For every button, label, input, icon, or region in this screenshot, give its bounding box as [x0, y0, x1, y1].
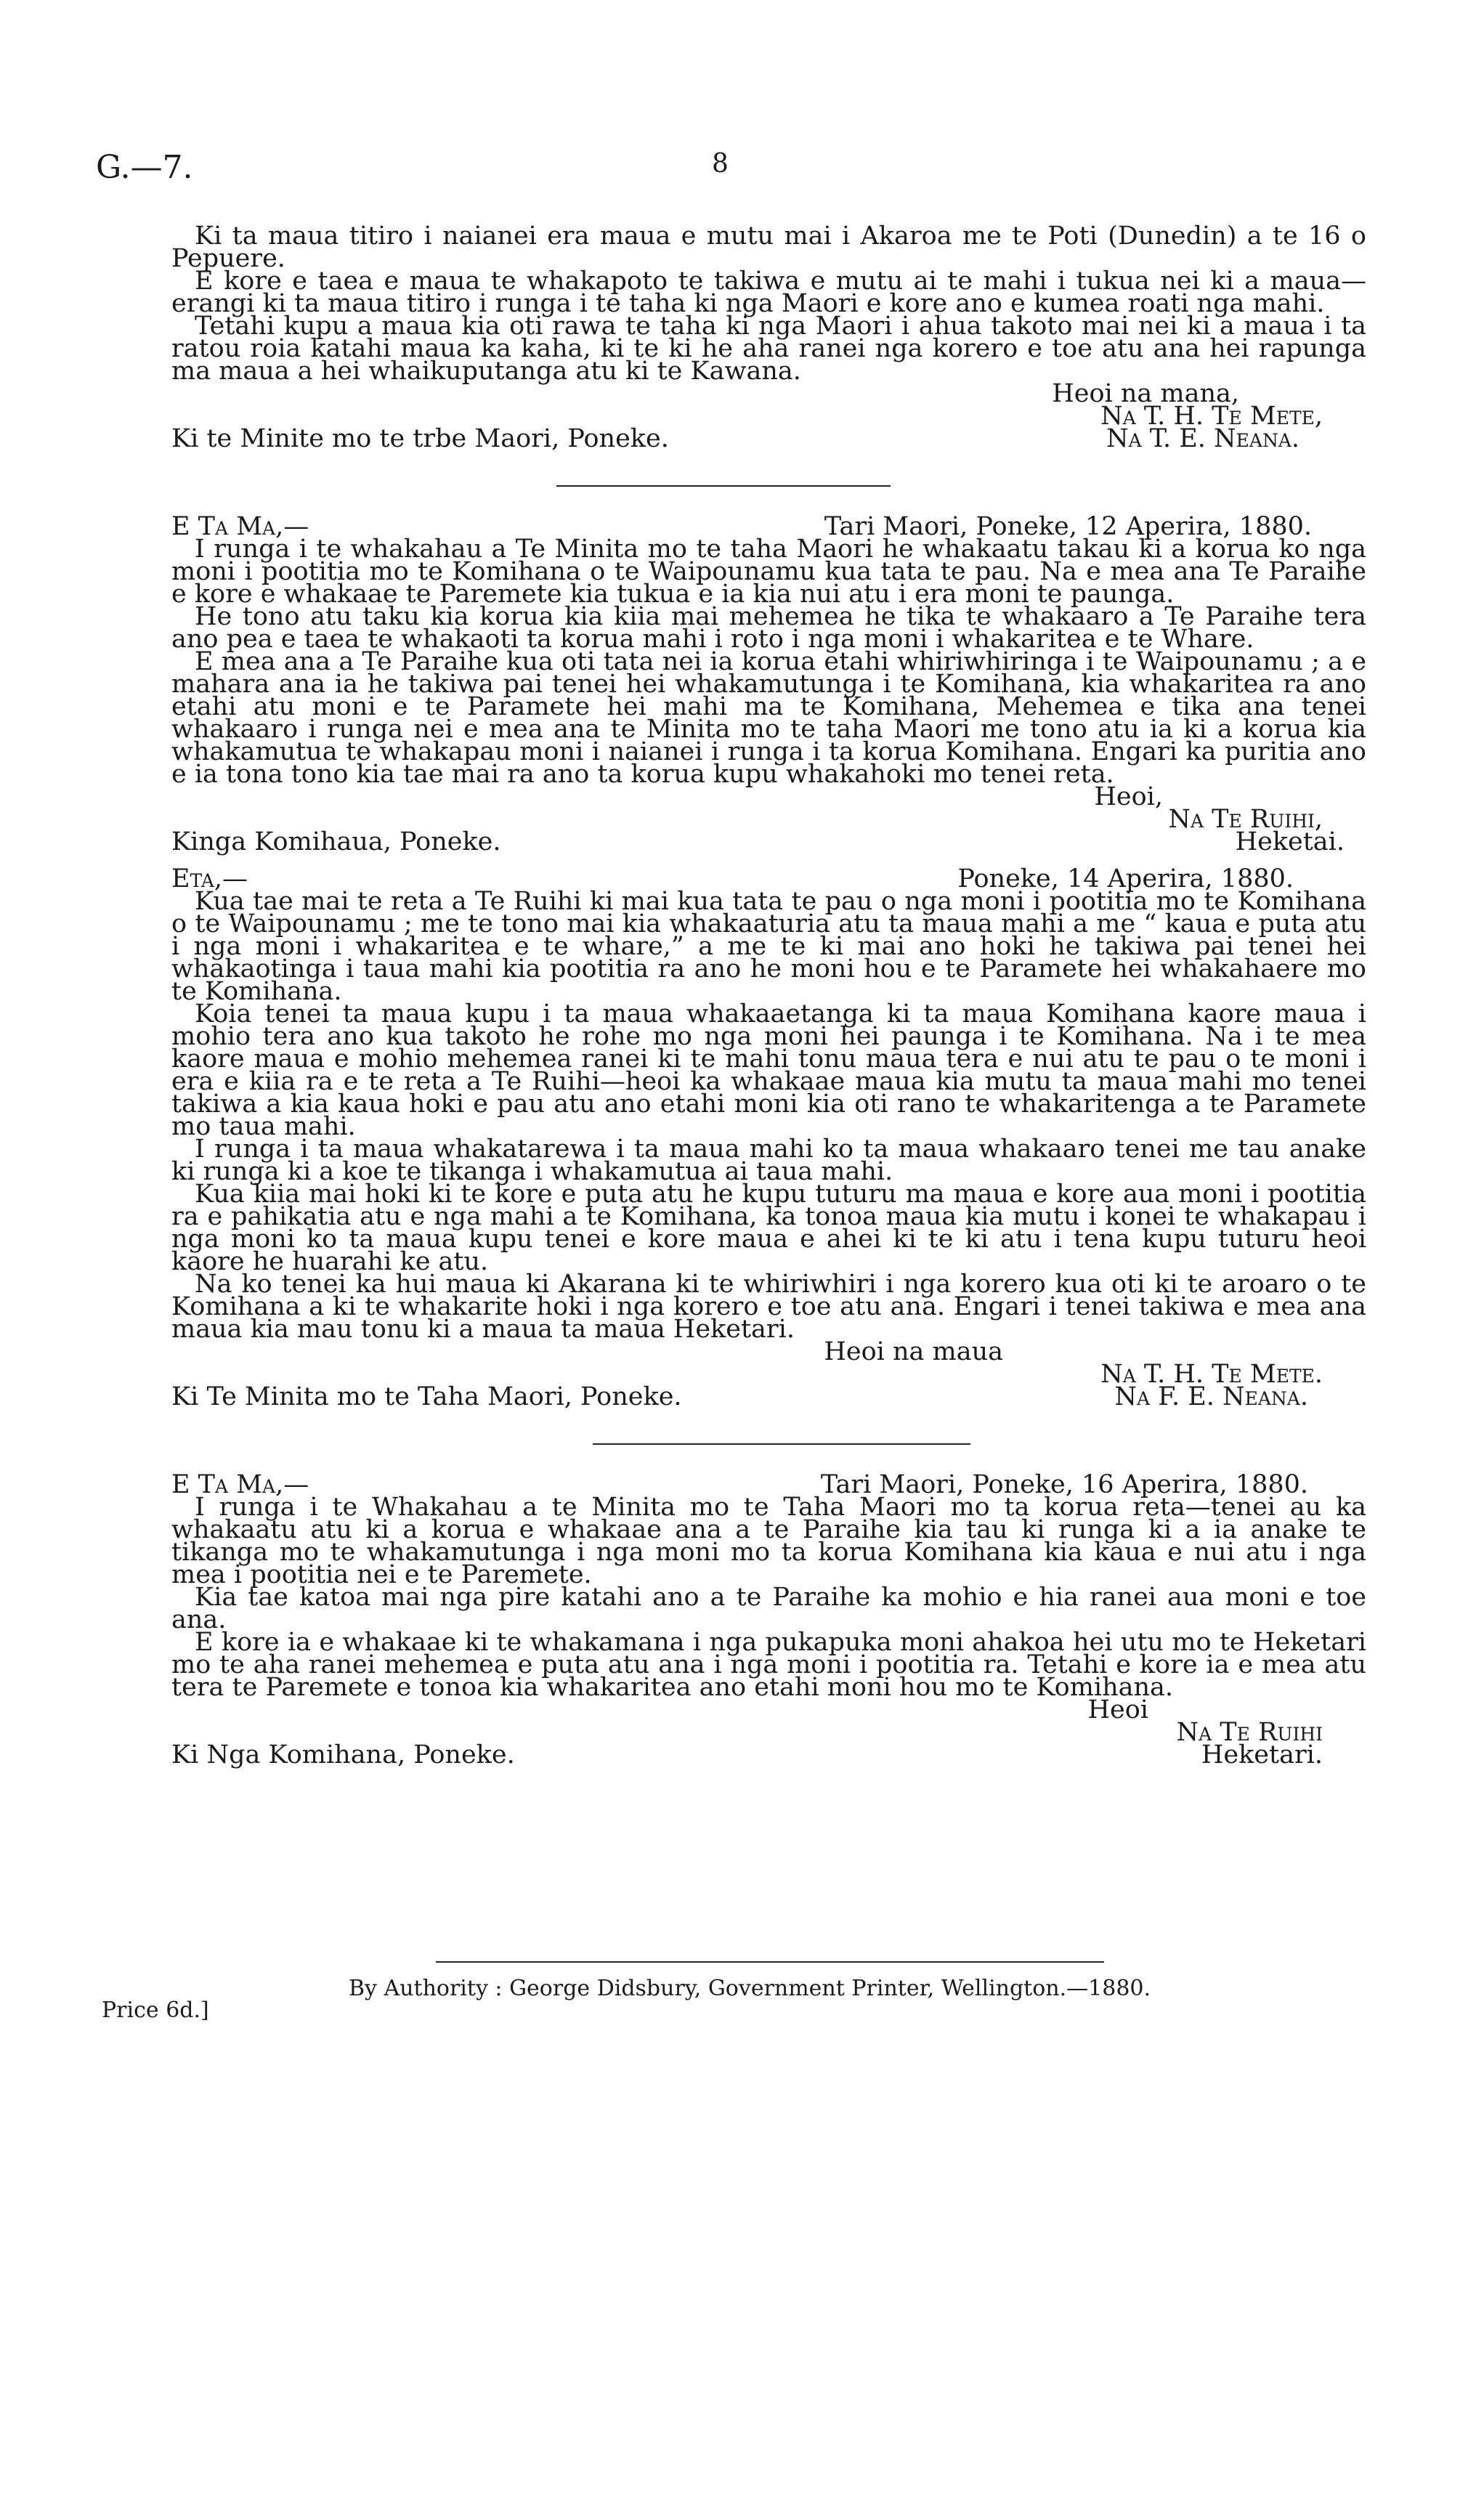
paragraph: E kore ia e whakaae ki te whakamana i nga pukapuka moni ahakoa hei utu mo te Heketari mo te aha ranei mehemea e puta atu ana i nga moni i pootitia ra. Tetahi e kore ia e mea atu tera te Paremete e tonoa kia whakaritea ano etahi moni hou mo te Komihana.: [171, 1628, 1366, 1702]
signatory: Na T. H. Te Mete,: [1100, 402, 1323, 431]
paragraph: I runga i ta maua whakatarewa i ta maua mahi ko ta maua whakaaro tenei me tau anake ki runga ki a koe te tikanga i whakamutua ai taua mahi.: [171, 1135, 1366, 1186]
paragraph: Na ko tenei ka hui maua ki Akarana ki te whiriwhiri i nga korero kua oti ki te aroaro o te Komihana a ki te whakarite hoki i nga korero e toe atu ana. Engari i tenei takiwa e mea ana maua kia mau tonu ki a maua ta maua Heketari.: [171, 1270, 1366, 1344]
paragraph: E kore e taea e maua te whakapoto te takiwa e mutu ai te mahi i tukua nei ki a maua—erangi ki ta maua titiro i runga i te taha ki nga Maori e kore ano e kumea roati nga mahi.: [171, 267, 1366, 318]
closing: Heoi na mana,: [1052, 379, 1239, 408]
paragraph: I runga i te Whakahau a te Minita mo te Taha Maori mo ta korua reta—tenei au ka whakaatu atu ki a korua e whakaae ana a te Paraihe kia tau ki runga ki a ia anake te tikanga mo te whakamutunga i nga moni mo ta korua Komihana kia kaua e nui atu i nga mea i pootitia nei e te Paremete.: [171, 1493, 1366, 1589]
signatory-title: Heketari.: [1201, 1740, 1323, 1769]
signatory: Na Te Ruihi: [1176, 1718, 1323, 1747]
document-code: G.—7.: [96, 149, 193, 186]
footer-rule: [436, 1961, 1104, 1963]
letter-3: [171, 864, 1366, 1411]
addressee: Ki te Minite mo te trbe Maori, Poneke.: [171, 424, 669, 453]
signatory: Na F. E. Neana.: [1114, 1382, 1308, 1411]
price: Price 6d.]: [102, 1998, 209, 2023]
location-date: Poneke, 14 Aperira, 1880.: [957, 864, 1294, 893]
page-number: 8: [712, 149, 729, 179]
closing: Heoi na maua: [824, 1337, 1003, 1366]
location-date: Tari Maori, Poneke, 12 Aperira, 1880.: [824, 512, 1312, 541]
addressee: Ki Nga Komihana, Poneke.: [171, 1740, 515, 1769]
paragraph: Kia tae katoa mai nga pire katahi ano a te Paraihe ka mohio e hia ranei aua moni e toe ana.: [171, 1583, 1366, 1634]
signatory: Na Te Ruihi,: [1168, 805, 1323, 834]
printer-authority: By Authority : George Didsbury, Government Printer, Wellington.—1880.: [349, 1976, 1151, 2001]
page-header: [0, 149, 1484, 192]
page-content: [171, 222, 1366, 1769]
paragraph: Kua kiia mai hoki ki te kore e puta atu he kupu tuturu ma maua e kore aua moni i pootitia ra e pahikatia atu e nga mahi a te Komihana, ka tonoa maua kia mutu i konei te whakapau i nga moni ko ta maua kupu tenei e kore maua e ahei ki te ki atu i tena kupu tuturu heoi kaore he huarahi ke atu.: [171, 1180, 1366, 1276]
paragraph: Koia tenei ta maua kupu i ta maua whakaaetanga ki ta maua Komihana kaore maua i mohio tera ano kua takoto he rohe mo nga moni hei paunga i te Komihana. Na i te mea kaore maua e mohio mehemea ranei ki te mahi tonu maua tera e nui atu te pau o te moni i era e kiia ra e te reta a Te Ruihi—heoi ka whakaae maua kia mutu ta maua mahi mo tenei takiwa a kia kaua hoki e pau atu ano etahi moni kia oti rano te whakaritenga a te Paramete mo taua mahi.: [171, 999, 1366, 1141]
closing: Heoi,: [1094, 782, 1163, 811]
addressee: Kinga Komihaua, Poneke.: [171, 827, 501, 856]
signatory: Na T. E. Neana.: [1106, 424, 1299, 453]
paragraph: Kua tae mai te reta a Te Ruihi ki mai kua tata te pau o nga moni i pootitia mo te Komihana o te Waipounamu ; me te tono mai kia whakaaturia atu ta maua mahi a me “ kaua e puta atu i nga moni i whakaritea e te whare,” a me te ki mai ano hoki he takiwa pai tenei hei whakaotinga i taua mahi kia pootitia ra ano he moni hou e te Paramete hei whakahaere mo te Komihana.: [171, 887, 1366, 1006]
location-date: Tari Maori, Poneke, 16 Aperira, 1880.: [820, 1470, 1308, 1499]
paragraph: Ki ta maua titiro i naianei era maua e mutu mai i Akaroa me te Poti (Dunedin) a te 16 o Pepuere.: [171, 222, 1366, 273]
salutation: Eta,—: [171, 864, 248, 893]
signatory-title: Heketai.: [1235, 827, 1345, 856]
paragraph: I runga i te whakahau a Te Minita mo te taha Maori he whakaatu takau ki a korua ko nga moni i pootitia mo te Komihana o te Waipounamu kua tata te pau. Na e mea ana Te Paraihe e kore e whakaae te Paremete kia tukua e ia kia nui atu i era moni te paunga.: [171, 535, 1366, 609]
paragraph: Tetahi kupu a maua kia oti rawa te taha ki nga Maori i ahua takoto mai nei ki a maua i ta ratou roia katahi maua ka kaha, ki te ki he aha ranei nga korero e toe atu ana hei rapunga ma maua a hei whaikuputanga atu ki te Kawana.: [171, 312, 1366, 386]
paragraph: He tono atu taku kia korua kia kiia mai mehemea he tika te whakaaro a Te Paraihe tera ano pea e taea te whakaoti ta korua mahi i roto i nga moni i whakaritea e te Whare.: [171, 602, 1366, 654]
paragraph: E mea ana a Te Paraihe kua oti tata nei ia korua etahi whiriwhiringa i te Waipounamu ; a e mahara ana ia he takiwa pai tenei hei whakamutunga i te Komihana, kia whakaritea ra ano etahi atu moni e te Paramete hei mahi ma te Komihana, Mehemea e tika ana tenei whakaaro i runga nei e mea ana te Minita mo te taha Maori me tono atu ia ki a korua kia whakamutua te whakapau moni i naianei i runga i ta korua Komihana. Engari ka puritia ano e ia tona tono kia tae mai ra ano ta korua kupu whakahoki mo tenei reta.: [171, 647, 1366, 789]
letter-4: [171, 1470, 1366, 1769]
closing: Heoi: [1087, 1695, 1148, 1724]
signatory: Na T. H. Te Mete.: [1100, 1360, 1323, 1389]
salutation: E Ta Ma,—: [171, 1470, 309, 1499]
letter-1: [171, 222, 1366, 453]
salutation: E Ta Ma,—: [171, 512, 309, 541]
letter-2: [171, 512, 1366, 856]
addressee: Ki Te Minita mo te Taha Maori, Poneke.: [171, 1382, 682, 1411]
